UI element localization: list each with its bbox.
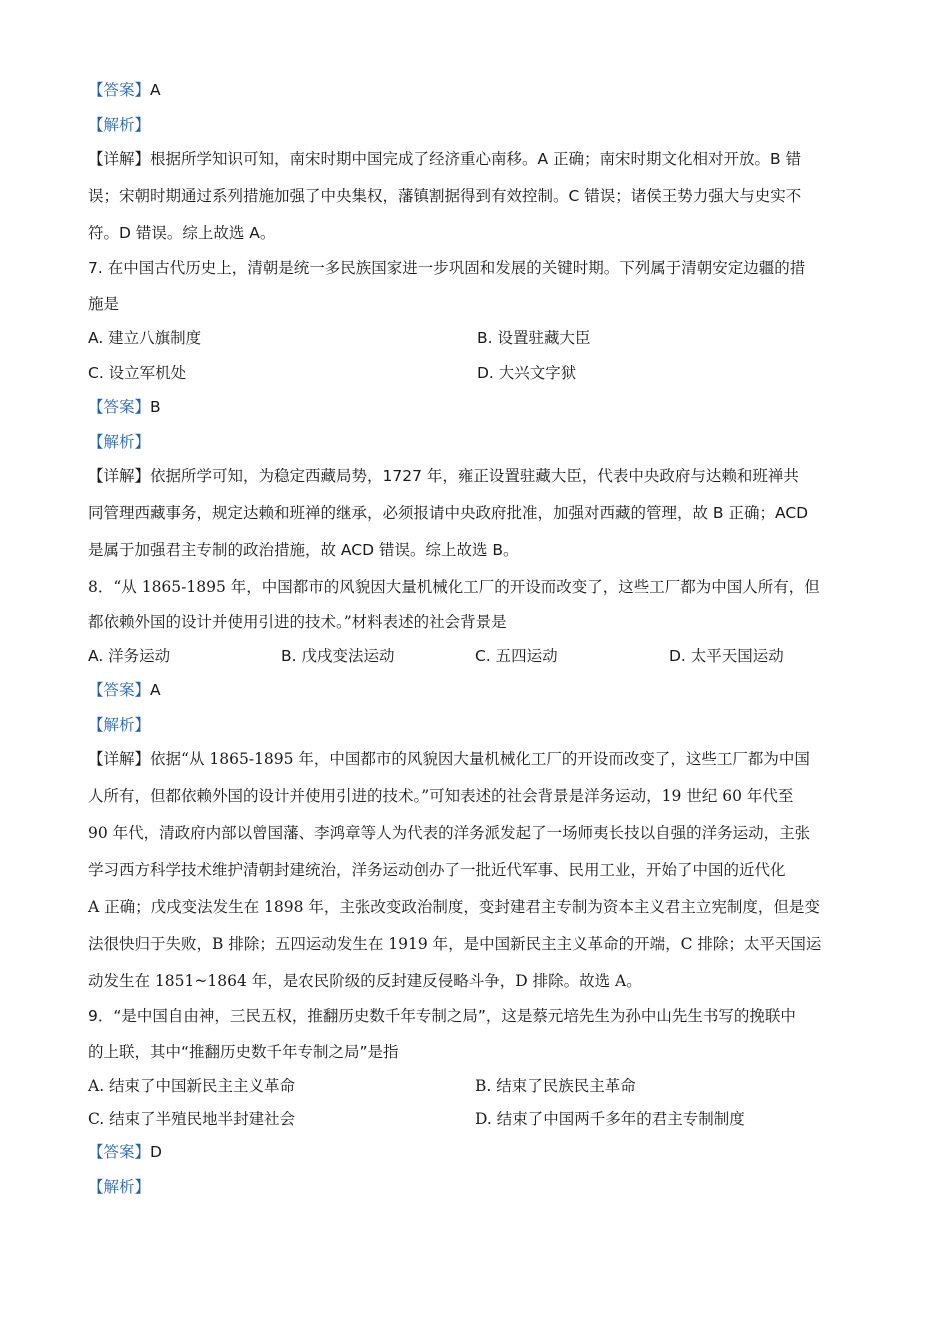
q7-option-c: C. 设立军机处: [88, 364, 187, 382]
answer-tag: 【答案】: [88, 81, 151, 99]
q7-detail-line: 是属于加强君主专制的政治措施，故 ACD 错误。综上故选 B。: [88, 541, 519, 559]
answer-tag: 【答案】: [88, 681, 151, 699]
q7-stem-line: 7. 在中国古代历史上，清朝是统一多民族国家进一步巩固和发展的关键时期。下列属于清朝安定边疆的措: [88, 259, 806, 277]
q8-option-d: D. 太平天国运动: [669, 647, 784, 665]
q8-detail-line: A 正确；戊戌变法发生在 1898 年，主张改变政治制度，变封建君主专制为资本主义君主立宪制度，但是变: [88, 898, 820, 916]
q8-option-a: A. 洋务运动: [88, 647, 171, 665]
q6-analysis-tag: [88, 115, 868, 135]
q8-detail-line: 90 年代，清政府内部以曾国藩、李鸿章等人为代表的洋务派发起了一场师夷长技以自强的洋务运动，主张: [88, 824, 811, 842]
q7-option-b: B. 设置驻藏大臣: [477, 329, 591, 347]
q6-detail-line: [88, 149, 868, 169]
q9-answer: [88, 1142, 868, 1162]
detail-tag: 【详解】: [88, 150, 151, 168]
q9-analysis-tag: [88, 1177, 868, 1197]
answer-tag: 【答案】: [88, 1143, 151, 1161]
q8-detail-line: 人所有，但都依赖外国的设计并使用引进的技术。”可知表述的社会背景是洋务运动，19 世纪 60 年代至: [88, 787, 794, 805]
analysis-tag: 【解析】: [88, 116, 151, 134]
answer-tag: 【答案】: [88, 398, 151, 416]
q7-answer: [88, 397, 868, 417]
q7-detail-line: 同管理西藏事务，规定达赖和班禅的继承，必须报请中央政府批准，加强对西藏的管理，故 B 正确；ACD: [88, 504, 809, 522]
q8-option-c: C. 五四运动: [475, 647, 558, 665]
q7-option-d: D. 大兴文字狱: [477, 364, 577, 382]
q8-detail-line: 动发生在 1851~1864 年，是农民阶级的反封建反侵略斗争，D 排除。故选 A。: [88, 972, 642, 990]
q7-detail-line: [88, 466, 868, 486]
q8-detail-line: 法很快归于失败，B 排除；五四运动发生在 1919 年，是中国新民主主义革命的开端，C 排除；太平天国运: [88, 935, 822, 953]
q6-answer: [88, 80, 868, 100]
q8-analysis-tag: [88, 715, 868, 735]
answer-value: A: [150, 681, 161, 699]
answer-value: D: [150, 1143, 162, 1161]
q8-stem-line: 8．“从 1865-1895 年，中国都市的风貌因大量机械化工厂的开设而改变了，这些工厂都为中国人所有，但: [88, 578, 820, 596]
q9-stem-line: 9．“是中国自由神，三民五权，推翻历史数千年专制之局”，这是蔡元培先生为孙中山先生书写的挽联中: [88, 1007, 796, 1025]
detail-tag: 【详解】: [88, 467, 151, 485]
answer-value: A: [150, 81, 161, 99]
analysis-tag: 【解析】: [88, 433, 151, 451]
q7-option-a: A. 建立八旗制度: [88, 329, 202, 347]
q8-answer: [88, 680, 868, 700]
q9-stem-line: 的上联，其中“推翻历史数千年专制之局”是指: [88, 1043, 399, 1061]
q6-detail-line: 符。D 错误。综上故选 A。: [88, 224, 276, 242]
analysis-tag: 【解析】: [88, 716, 151, 734]
q8-option-b: B. 戊戌变法运动: [281, 647, 395, 665]
q8-detail-line: [88, 749, 868, 769]
q9-option-b: B. 结束了民族民主革命: [475, 1077, 636, 1095]
detail-text: 根据所学知识可知，南宋时期中国完成了经济重心南移。A 正确；南宋时期文化相对开放。B 错: [150, 150, 802, 168]
answer-value: B: [150, 398, 161, 416]
q8-detail-line: 学习西方科学技术维护清朝封建统治，洋务运动创办了一批近代军事、民用工业，开始了中国的近代化: [88, 861, 786, 879]
q6-detail-line: 误；宋朝时期通过系列措施加强了中央集权，藩镇割据得到有效控制。C 错误；诸侯王势力强大与史实不: [88, 187, 802, 205]
q7-stem-line: 施是: [88, 295, 120, 313]
q9-option-c: C. 结束了半殖民地半封建社会: [88, 1110, 296, 1128]
detail-text: 依据所学可知，为稳定西藏局势，1727 年，雍正设置驻藏大臣，代表中央政府与达赖和班禅共: [150, 467, 799, 485]
analysis-tag: 【解析】: [88, 1178, 151, 1196]
q7-analysis-tag: [88, 432, 868, 452]
detail-tag: 【详解】: [88, 750, 151, 768]
detail-text: 依据“从 1865-1895 年，中国都市的风貌因大量机械化工厂的开设而改变了，这些工厂都为中国: [150, 750, 810, 768]
q8-stem-line: 都依赖外国的设计并使用引进的技术。”材料表述的社会背景是: [88, 613, 507, 631]
q9-option-a: A. 结束了中国新民主主义革命: [88, 1077, 296, 1095]
q9-option-d: D. 结束了中国两千多年的君主专制制度: [475, 1110, 745, 1128]
